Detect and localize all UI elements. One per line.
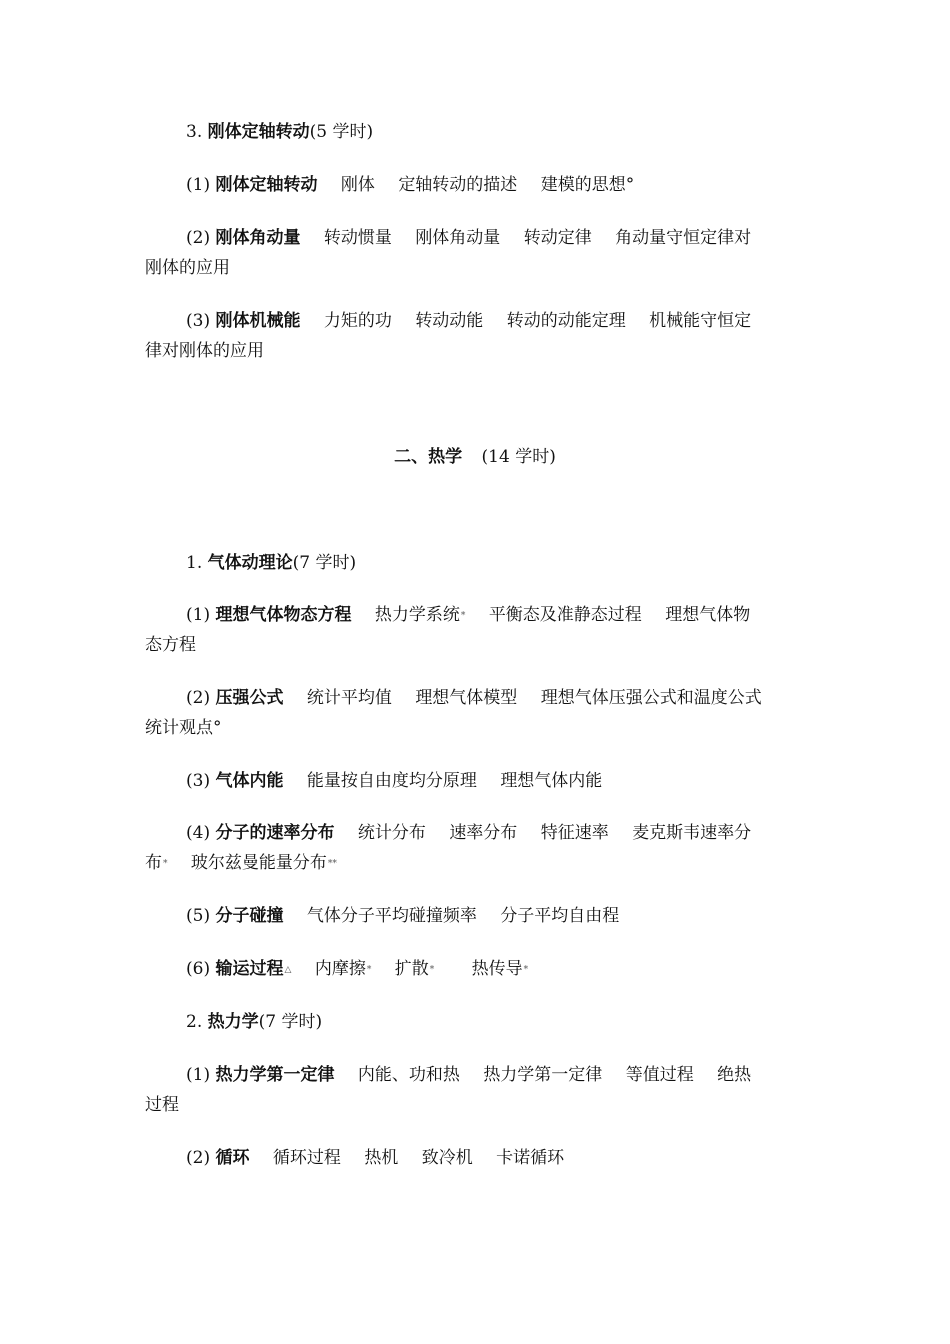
topic-term: 转动惯量 <box>323 228 392 248</box>
topic-term: 热力学第一定律 <box>483 1065 603 1085</box>
topic-term: 角动量守恒定律对 <box>615 228 752 248</box>
item-title: 热力学第一定律 <box>215 1065 335 1085</box>
item-title: 气体内能 <box>215 771 284 791</box>
topic-term: 理想气体模型 <box>415 688 518 708</box>
item-number: (3) <box>186 771 211 791</box>
item-number: (6) <box>186 959 211 979</box>
topic-term: 热力学系统 <box>374 605 460 625</box>
item-number: (2) <box>186 1148 211 1168</box>
topic-term: 刚体 <box>340 175 375 195</box>
section-hours: (5 学时) <box>309 122 374 142</box>
item-number: (1) <box>186 1065 211 1085</box>
list-item <box>145 683 846 713</box>
degree-mark: ° <box>213 718 222 738</box>
topic-term: 热传导 <box>471 959 523 979</box>
list-item <box>145 818 846 848</box>
section-hours: (7 学时) <box>292 553 357 573</box>
chapter-title: 二、热学 <box>394 447 463 467</box>
continuation-text: 布 <box>145 853 162 873</box>
topic-term: 绝热 <box>717 1065 752 1085</box>
topic-term: 理想气体压强公式和温度公式 <box>540 688 762 708</box>
item-title: 分子的速率分布 <box>215 823 335 843</box>
topic-term: 统计分布 <box>357 823 426 843</box>
continuation-text: 统计观点 <box>145 718 213 738</box>
item-title: 循环 <box>215 1148 250 1168</box>
item-title: 理想气体物态方程 <box>215 605 352 625</box>
double-asterisk-mark: ** <box>327 859 337 869</box>
list-item <box>145 954 846 985</box>
section-number: 2. <box>186 1012 203 1032</box>
asterisk-mark: * <box>163 859 168 869</box>
topic-term: 理想气体物 <box>665 605 751 625</box>
list-item-continuation: 过程 <box>145 1095 179 1115</box>
topic-term: 转动动能 <box>415 311 484 331</box>
topic-term: 能量按自由度均分原理 <box>306 771 477 791</box>
list-item-continuation: 态方程 <box>145 635 196 655</box>
chapter-hours: (14 学时) <box>481 447 556 467</box>
section-title: 气体动理论 <box>207 553 293 573</box>
topic-term: 内能、功和热 <box>357 1065 460 1085</box>
list-item <box>145 1143 846 1173</box>
topic-term: 转动定律 <box>523 228 592 248</box>
list-item <box>145 901 846 931</box>
list-item <box>145 1060 846 1090</box>
list-item <box>145 223 846 253</box>
topic-term: 麦克斯韦速率分 <box>632 823 752 843</box>
topic-term: 转动的动能定理 <box>506 311 626 331</box>
list-item <box>145 600 846 631</box>
topic-term: 致冷机 <box>421 1148 473 1168</box>
list-item <box>145 766 846 796</box>
topic-term: 平衡态及准静态过程 <box>488 605 642 625</box>
triangle-mark: △ <box>284 965 292 975</box>
topic-term: 理想气体内能 <box>500 771 603 791</box>
section-number: 1. <box>186 553 203 573</box>
section-heading-thermodynamics <box>145 1007 846 1037</box>
topic-term: 内摩擦 <box>314 959 366 979</box>
item-number: (2) <box>186 228 211 248</box>
section-heading-rigid-body <box>145 117 846 147</box>
topic-term: 等值过程 <box>625 1065 694 1085</box>
list-item-continuation <box>145 713 805 743</box>
item-title: 压强公式 <box>215 688 284 708</box>
topic-term: 机械能守恒定 <box>649 311 752 331</box>
item-number: (2) <box>186 688 211 708</box>
topic-term: 建模的思想 <box>540 175 626 195</box>
list-item-continuation: 刚体的应用 <box>145 258 230 278</box>
topic-term: 气体分子平均碰撞频率 <box>306 906 477 926</box>
topic-term: 定轴转动的描述 <box>398 175 518 195</box>
asterisk-mark: * <box>523 965 529 975</box>
topic-term: 力矩的功 <box>323 311 392 331</box>
topic-term: 扩散 <box>394 959 429 979</box>
section-title: 热力学 <box>207 1012 259 1032</box>
item-number: (4) <box>186 823 211 843</box>
topic-term: 卡诺循环 <box>496 1148 565 1168</box>
list-item-continuation <box>145 848 805 879</box>
chapter-heading <box>0 442 950 472</box>
asterisk-mark: * <box>460 611 466 621</box>
list-item <box>145 306 846 336</box>
item-title: 刚体机械能 <box>215 311 301 331</box>
topic-term: 热机 <box>364 1148 399 1168</box>
topic-term: 玻尔兹曼能量分布 <box>190 853 327 873</box>
topic-term: 分子平均自由程 <box>500 906 620 926</box>
item-number: (1) <box>186 175 211 195</box>
asterisk-mark: * <box>366 965 372 975</box>
degree-mark: ° <box>625 175 635 195</box>
section-title: 刚体定轴转动 <box>207 122 310 142</box>
item-title: 分子碰撞 <box>215 906 284 926</box>
topic-term: 统计平均值 <box>306 688 392 708</box>
item-title: 输运过程 <box>215 959 284 979</box>
item-number: (1) <box>186 605 211 625</box>
topic-term: 刚体角动量 <box>415 228 501 248</box>
list-item-continuation: 律对刚体的应用 <box>145 341 264 361</box>
topic-term: 循环过程 <box>272 1148 341 1168</box>
item-number: (5) <box>186 906 211 926</box>
section-number: 3. <box>186 122 203 142</box>
topic-term: 速率分布 <box>449 823 518 843</box>
item-title: 刚体角动量 <box>215 228 301 248</box>
asterisk-mark: * <box>429 965 435 975</box>
topic-term: 特征速率 <box>540 823 609 843</box>
item-number: (3) <box>186 311 211 331</box>
section-hours: (7 学时) <box>258 1012 323 1032</box>
list-item <box>145 170 846 200</box>
section-heading-kinetic-theory <box>145 548 846 578</box>
item-title: 刚体定轴转动 <box>215 175 318 195</box>
